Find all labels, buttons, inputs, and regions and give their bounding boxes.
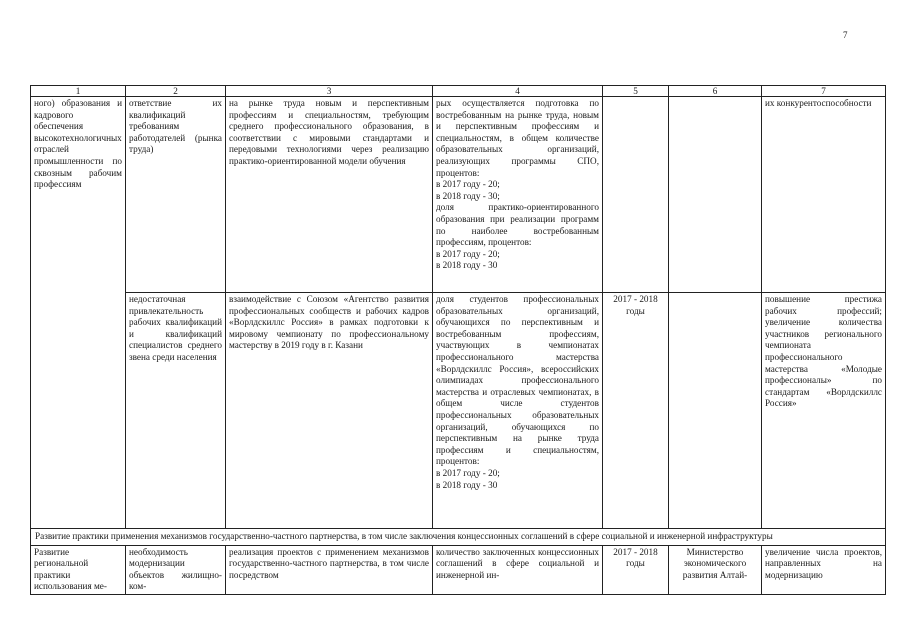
row2-result-cell: повышение престижа рабочих профессий; увеличение количества участников регионального чемпионата профессионального мастерства «Молодые профессионалы» по стандартам «Ворлдскиллс Россия» [762,293,886,529]
row1-indicator-2017: в 2017 году - 20; [436,179,500,190]
row3-period-cell: 2017 - 2018 годы [603,545,669,594]
row2-period-cell: 2017 - 2018 годы [603,293,669,529]
table-row [31,293,886,529]
program-table [30,85,886,595]
row1-indicator-text2: доля практико-ориентированного образования при реализации программ по наиболее востребованным профессиям, процентов: [436,202,599,248]
col-header-7: 7 [762,86,886,97]
row3-problem-cell: необходимость модернизации объектов жилищно-ком- [126,545,226,594]
col-header-1: 1 [31,86,126,97]
row2-indicator-2017: в 2017 году - 20; [436,467,500,478]
row1-indicator-text: рых осуществляется подготовка по востребованным на рынке труда, новым и перспективным профессиям и специальностям, в общем количестве образовательных организаций, реализующих программы СПО, процентов: [436,98,599,178]
row1-measure-cell: на рынке труда новым и перспективным профессиям и специальностям, требующим среднего профессионального образования, в соответствии с мировыми стандартами и передовыми технологиями через реализацию практико-ориентированной модели обучения [226,97,433,293]
row2-indicator-2018: в 2018 году - 30 [436,479,498,490]
col-header-3: 3 [226,86,433,97]
col-header-6: 6 [669,86,762,97]
row2-measure-cell: взаимодействие с Союзом «Агентство развития профессиональных сообществ и рабочих кадров «Ворлдскиллс Россия» в рамках подготовки к мировому чемпионату по профессиональному мастерству в 2019 году в г. Казани [226,293,433,529]
col-header-2: 2 [126,86,226,97]
row3-indicator-cell: количество заключенных концессионных соглашений в сфере социальной и инженерной ин- [433,545,603,594]
row2-problem-cell: недостаточная привлекательность рабочих квалификаций и квалификаций специалистов среднего звена среди населения [126,293,226,529]
section-heading-row [31,529,886,546]
header-row [31,86,886,97]
row1-result-cell: их конкурентоспособности [762,97,886,293]
row1-goal-cell: ного) образования и кадрового обеспечения высокотехнологичных отраслей промышленности по сквозным рабочим профессиям [31,97,126,529]
row2-responsible-cell [669,293,762,529]
row1-indicator2-2017: в 2017 году - 20; [436,248,500,259]
page-number: 7 [843,30,848,40]
col-header-4: 4 [433,86,603,97]
row2-indicator-cell [433,293,603,529]
row1-indicator2-2018: в 2018 году - 30 [436,260,498,271]
row3-goal-cell: Развитие региональной практики использования ме- [31,545,126,594]
row3-responsible-cell: Министерство экономического развития Алтай- [669,545,762,594]
row2-indicator-text: доля студентов профессиональных образовательных организаций, обучающихся по перспективным и востребованным профессиям, участвующих в чемпионатах профессионального мастерства «Ворлдскиллс Россия», всероссийских олимпиадах профессионального мастерства и отраслевых чемпионатах, в общем числе студентов профессиональных образовательных организаций, обучающихся по перспективным на рынке труда профессиям и специальностям, процентов: [436,294,599,467]
row1-indicator-2018: в 2018 году - 30; [436,190,500,201]
col-header-5: 5 [603,86,669,97]
section-heading: Развитие практики применения механизмов государственно-частного партнерства, в том числе заключения концессионных соглашений в сфере социальной и инженерной инфраструктуры [31,529,886,546]
row1-responsible-cell [669,97,762,293]
row1-problem-cell: ответствие их квалификаций требованиям работодателей (рынка труда) [126,97,226,293]
row1-indicator-cell [433,97,603,293]
row3-measure-cell: реализация проектов с применением механизмов государственно-частного партнерства, в том числе посредством [226,545,433,594]
row3-result-cell: увеличение числа проектов, направленных на модернизацию [762,545,886,594]
row1-period-cell [603,97,669,293]
table-row [31,545,886,594]
table-row [31,97,886,293]
